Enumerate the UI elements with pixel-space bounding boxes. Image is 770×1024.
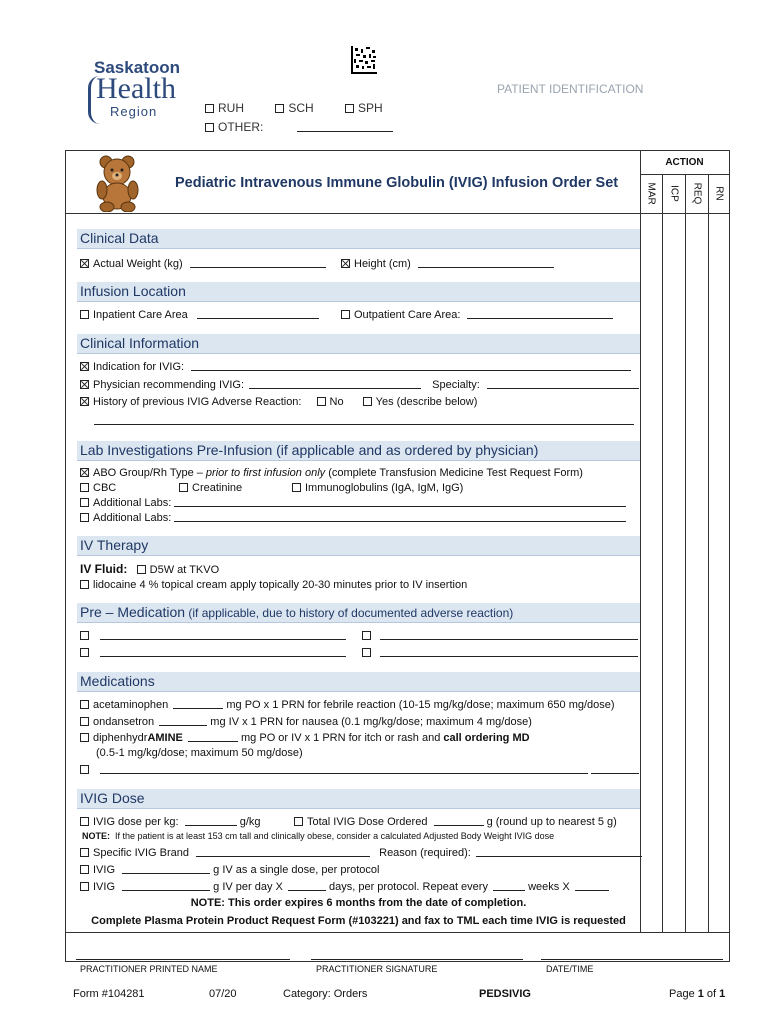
acetaminophen-dose[interactable] (173, 698, 223, 709)
history-checkbox[interactable] (80, 397, 89, 406)
dose-per-kg-row[interactable]: IVIG dose per kg: g/kg (80, 815, 261, 828)
site-options (205, 101, 383, 115)
premed-3-checkbox[interactable] (80, 648, 89, 657)
premed-4-field[interactable] (380, 646, 638, 657)
lidocaine-row[interactable]: lidocaine 4 % topical cream apply topically 20-30 minutes prior to IV insertion (80, 579, 467, 591)
sch-checkbox[interactable] (275, 104, 284, 113)
premed-row-1[interactable] (80, 629, 346, 642)
logo-line3: Region (110, 104, 158, 119)
medication-other-row[interactable] (80, 763, 639, 776)
practitioner-signature-label: PRACTITIONER SIGNATURE (316, 964, 438, 974)
dose-per-kg-checkbox[interactable] (80, 817, 89, 826)
body-bottom (65, 932, 730, 933)
weight-checkbox[interactable] (80, 259, 89, 268)
action-col-3 (685, 174, 686, 932)
ivig-days-field[interactable] (288, 880, 326, 891)
section-medications: Medications (77, 672, 640, 692)
weight-field[interactable] (190, 257, 326, 268)
history-row[interactable]: History of previous IVIG Adverse Reaction: No Yes (describe below) (80, 396, 477, 408)
title-bottom (65, 213, 640, 214)
barcode-icon (351, 46, 377, 74)
reason-field[interactable] (476, 846, 642, 857)
iv-fluid-row[interactable]: IV Fluid: D5W at TKVO (80, 562, 220, 576)
ondansetron-checkbox[interactable] (80, 717, 89, 726)
brand-row[interactable]: Specific IVIG Brand Reason (required): (80, 846, 642, 859)
patient-id-label: PATIENT IDENTIFICATION (497, 82, 644, 96)
diphenhydramine-row[interactable]: diphenhydrAMINE mg PO or IV x 1 PRN for itch or rash and call ordering MD (80, 731, 530, 744)
medication-other-checkbox[interactable] (80, 765, 89, 774)
additional-labs-1-row[interactable]: Additional Labs: (80, 496, 626, 509)
site-other[interactable]: OTHER: (205, 120, 393, 134)
action-col-left (640, 150, 641, 932)
premed-row-2[interactable] (362, 629, 638, 642)
form-date: 07/20 (209, 988, 237, 1000)
history-yes-checkbox[interactable] (363, 397, 372, 406)
other-field[interactable] (297, 121, 393, 132)
diphenhydramine-dose[interactable] (188, 731, 238, 742)
inpatient-field[interactable] (197, 308, 319, 319)
outpatient-checkbox[interactable] (341, 310, 350, 319)
diphenhydramine-checkbox[interactable] (80, 733, 89, 742)
outpatient-field[interactable] (467, 308, 613, 319)
ivig-weeks-field[interactable] (575, 880, 609, 891)
frame-right (729, 150, 730, 962)
additional-labs-1-field[interactable] (174, 496, 626, 507)
ivig-daily-row[interactable]: IVIG g IV per day X days, per protocol. Repeat every weeks X (80, 880, 609, 893)
sig-line-1 (76, 959, 290, 960)
height-field[interactable] (418, 257, 554, 268)
specialty-field[interactable] (487, 378, 639, 389)
action-cols-line (640, 213, 729, 214)
action-col-4 (708, 174, 709, 932)
ondansetron-dose[interactable] (159, 715, 207, 726)
indication-field[interactable] (191, 360, 631, 371)
lidocaine-checkbox[interactable] (80, 580, 89, 589)
history-no-checkbox[interactable] (317, 397, 326, 406)
practitioner-printed-name-label: PRACTITIONER PRINTED NAME (80, 964, 218, 974)
frame-left (65, 150, 66, 962)
total-dose-row[interactable]: Total IVIG Dose Ordered g (round up to nearest 5 g) (294, 815, 617, 828)
page-number: Page 1 of 1 (669, 988, 726, 1000)
plasma-note: Complete Plasma Protein Product Request Form (#103221) and fax to TML each time IVIG is requested (91, 915, 626, 927)
additional-labs-2-checkbox[interactable] (80, 513, 89, 522)
section-clinical-data: Clinical Data (77, 229, 640, 249)
site-sph[interactable]: SPH (345, 101, 383, 115)
creatinine-row[interactable]: Creatinine (179, 482, 242, 494)
ivig-daily-checkbox[interactable] (80, 882, 89, 891)
height-row[interactable]: Height (cm) (341, 257, 554, 270)
frame-top (65, 150, 730, 151)
medication-other-dose[interactable] (591, 763, 639, 774)
immuno-row[interactable]: Immunoglobulins (IgA, IgM, IgG) (292, 482, 463, 494)
creatinine-checkbox[interactable] (179, 483, 188, 492)
indication-row[interactable]: Indication for IVIG: (80, 360, 631, 373)
weight-row[interactable]: Actual Weight (kg) (80, 257, 326, 270)
expiry-note: NOTE: This order expires 6 months from the date of completion. (190, 897, 527, 909)
premed-1-checkbox[interactable] (80, 631, 89, 640)
inpatient-checkbox[interactable] (80, 310, 89, 319)
premed-3-field[interactable] (100, 646, 346, 657)
abo-row[interactable]: ABO Group/Rh Type – prior to first infusion only (complete Transfusion Medicine Test Request Form) (80, 467, 583, 479)
total-dose-checkbox[interactable] (294, 817, 303, 826)
section-clinical-information: Clinical Information (77, 334, 640, 354)
action-col-rn: RN (713, 186, 725, 201)
logo-line2: Health (96, 72, 176, 105)
section-ivig-dose: IVIG Dose (77, 789, 640, 809)
indication-checkbox[interactable] (80, 362, 89, 371)
additional-labs-2-field[interactable] (174, 511, 626, 522)
sig-line-3 (541, 959, 723, 960)
ruh-checkbox[interactable] (205, 104, 214, 113)
logo-line1: Saskatoon (94, 58, 180, 77)
ivig-repeat-field[interactable] (493, 880, 525, 891)
sph-checkbox[interactable] (345, 104, 354, 113)
brand-checkbox[interactable] (80, 848, 89, 857)
total-dose-field[interactable] (434, 815, 484, 826)
ivig-daily-field[interactable] (122, 880, 210, 891)
premed-4-checkbox[interactable] (362, 648, 371, 657)
action-col-req: REQ (691, 182, 703, 205)
iv-fluid-checkbox[interactable] (137, 565, 146, 574)
immuno-checkbox[interactable] (292, 483, 301, 492)
brand-field[interactable] (196, 846, 370, 857)
cbc-row[interactable]: CBC (80, 482, 116, 494)
acetaminophen-row[interactable]: acetaminophen mg PO x 1 PRN for febrile reaction (10-15 mg/kg/dose; maximum 650 mg/dose) (80, 698, 615, 711)
action-col-mar: MAR (645, 182, 657, 205)
form-title: Pediatric Intravenous Immune Globulin (IVIG) Infusion Order Set (175, 175, 619, 191)
additional-labs-1-checkbox[interactable] (80, 498, 89, 507)
section-lab: Lab Investigations Pre-Infusion (if applicable and as ordered by physician) (77, 441, 640, 461)
outpatient-row[interactable]: Outpatient Care Area: (341, 308, 613, 321)
action-col-icp: ICP (668, 185, 680, 202)
diphenhydramine-dose-note: (0.5-1 mg/kg/dose; maximum 50 mg/dose) (96, 747, 303, 759)
acetaminophen-checkbox[interactable] (80, 700, 89, 709)
form-category: Category: Orders (283, 988, 368, 1000)
site-sch[interactable]: SCH (275, 101, 313, 115)
premed-row-3[interactable] (80, 646, 346, 659)
logo (88, 58, 198, 128)
premed-2-field[interactable] (380, 629, 638, 640)
inpatient-row[interactable]: Inpatient Care Area (80, 308, 319, 321)
history-describe-line (94, 424, 634, 425)
action-label: ACTION (665, 157, 704, 168)
additional-labs-2-row[interactable]: Additional Labs: (80, 511, 626, 524)
section-premed: Pre – Medication (if applicable, due to history of documented adverse reaction) (77, 603, 640, 623)
ondansetron-row[interactable]: ondansetron mg IV x 1 PRN for nausea (0.1 mg/kg/dose; maximum 4 mg/dose) (80, 715, 532, 728)
site-ruh[interactable]: RUH (205, 101, 244, 115)
ivig-single-row[interactable]: IVIG g IV as a single dose, per protocol (80, 863, 379, 876)
abo-checkbox[interactable] (80, 468, 89, 477)
sig-line-2 (311, 959, 523, 960)
height-checkbox[interactable] (341, 259, 350, 268)
ivig-single-checkbox[interactable] (80, 865, 89, 874)
cbc-checkbox[interactable] (80, 483, 89, 492)
teddy-bear-icon (92, 154, 144, 212)
form-code: PEDSIVIG (479, 988, 531, 1000)
dose-per-kg-field[interactable] (185, 815, 237, 826)
section-iv-therapy: IV Therapy (77, 536, 640, 556)
medication-other-field[interactable] (100, 763, 588, 774)
date-time-label: DATE/TIME (546, 964, 594, 974)
form-number: Form #104281 (73, 988, 145, 1000)
premed-1-field[interactable] (100, 629, 346, 640)
premed-2-checkbox[interactable] (362, 631, 371, 640)
physician-checkbox[interactable] (80, 380, 89, 389)
physician-row[interactable]: Physician recommending IVIG: Specialty: (80, 378, 639, 391)
premed-row-4[interactable] (362, 646, 638, 659)
physician-field[interactable] (249, 378, 421, 389)
other-checkbox[interactable] (205, 123, 214, 132)
frame-bottom (65, 961, 730, 962)
section-infusion-location: Infusion Location (77, 282, 640, 302)
obesity-note: NOTE: If the patient is at least 153 cm tall and clinically obese, consider a calculated Adjusted Body Weight IVIG dose (82, 831, 555, 841)
action-col-2 (662, 174, 663, 932)
ivig-single-field[interactable] (122, 863, 210, 874)
